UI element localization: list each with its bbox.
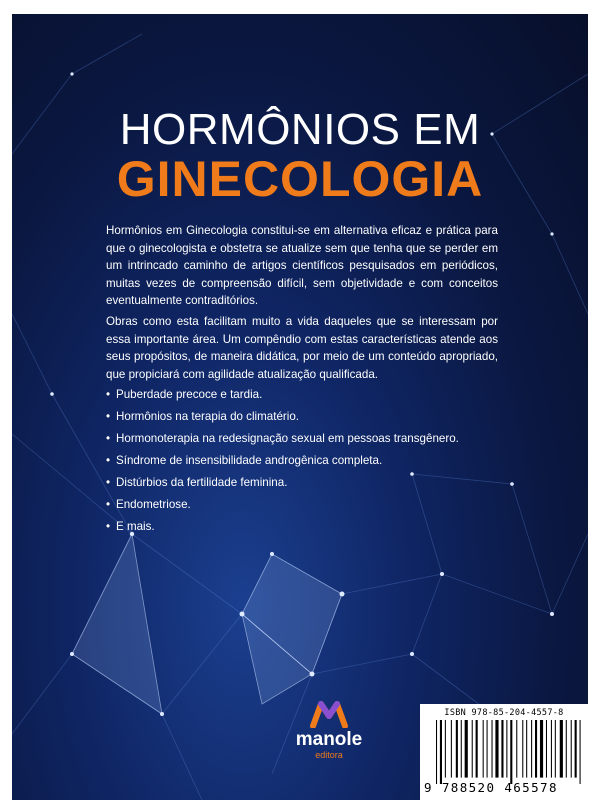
isbn-barcode	[420, 704, 588, 800]
barcode-bar	[476, 720, 478, 778]
list-item-text: E mais.	[116, 520, 155, 534]
bullet-icon: •	[106, 410, 111, 424]
barcode-bar	[516, 720, 517, 778]
synopsis	[106, 222, 498, 540]
manole-m-logo-icon	[309, 700, 349, 728]
barcode-bar	[506, 720, 507, 778]
list-item-text: Endometriose.	[116, 498, 191, 512]
list-item	[106, 518, 498, 536]
list-item	[106, 386, 498, 404]
barcode-bar	[451, 720, 452, 778]
barcode-bar	[445, 720, 446, 778]
barcode-bar	[456, 720, 458, 778]
topics-list	[106, 386, 498, 536]
barcode-bar	[540, 720, 543, 778]
publisher-name: manole	[295, 729, 363, 750]
book-back-cover	[12, 14, 588, 800]
bullet-icon: •	[106, 432, 111, 446]
barcode-bar	[575, 720, 577, 778]
barcode-bar	[551, 720, 552, 778]
barcode-bar	[510, 720, 512, 784]
list-item	[106, 452, 498, 470]
bullet-icon: •	[106, 454, 111, 468]
barcode-bar	[546, 720, 547, 778]
barcode-bar	[487, 720, 488, 778]
barcode-bar	[501, 720, 503, 778]
barcode-digits: 9 788520 465578	[424, 780, 558, 795]
list-item-text: Síndrome de insensibilidade androgênica completa.	[116, 454, 383, 468]
bullet-icon: •	[106, 498, 111, 512]
barcode-bar	[461, 720, 462, 778]
synopsis-paragraph-2: Obras como esta facilitam muito a vida daqueles que se interessam por essa importante área. Um compêndio com estas características atende aos seus propósitos, de maneira didática, por meio de um conteúdo apropriado, que propiciará com agilidade atualização qualificada.	[106, 314, 498, 381]
publisher-logo	[284, 700, 374, 760]
publisher-subtitle: editora	[315, 750, 343, 760]
list-item-text: Puberdade precoce e tardia.	[116, 388, 263, 402]
barcode-bar	[535, 720, 537, 778]
barcode-bar	[440, 720, 442, 784]
list-item-text: Hormonoterapia na redesignação sexual em pessoas transgênero.	[116, 432, 459, 446]
bullet-icon: •	[106, 388, 111, 402]
barcode-bar	[472, 720, 473, 778]
list-item	[106, 408, 498, 426]
book-title-line1: HORMÔNIOS EM	[119, 105, 481, 154]
bullet-icon: •	[106, 520, 111, 534]
list-item-text: Hormônios na terapia do climatério.	[116, 410, 300, 424]
list-item-text: Distúrbios da fertilidade feminina.	[116, 476, 288, 490]
barcode-bar	[555, 720, 556, 778]
isbn-label: ISBN 978-85-204-4557-8	[444, 708, 564, 718]
barcode-bar	[580, 720, 581, 784]
barcode-bar	[522, 720, 523, 778]
barcode-bar	[492, 720, 493, 778]
barcode-bar	[531, 720, 532, 778]
bullet-icon: •	[106, 476, 111, 490]
list-item	[106, 474, 498, 492]
barcode-bar	[566, 720, 567, 778]
barcode-bar	[526, 720, 527, 778]
barcode-bars	[436, 720, 584, 784]
synopsis-paragraph-1: Hormônios em Ginecologia constitui-se em alternativa eficaz e prática para que o ginecologista e obstetra se atualize sem que tenha que se perder em um intrincado caminho de artigos científicos pesquisados em periódicos, muitas vezes de compreensão difícil, sem objetividade e com conceitos eventualmente contraditórios.	[106, 224, 498, 308]
list-item	[106, 496, 498, 514]
barcode-bar	[571, 720, 572, 778]
barcode-bar	[436, 720, 437, 784]
book-title-line2: GINECOLOGIA	[116, 151, 484, 207]
barcode-bar	[465, 720, 468, 778]
barcode-bar	[483, 720, 484, 778]
list-item	[106, 430, 498, 448]
barcode-bar	[560, 720, 563, 778]
barcode-bar	[495, 720, 498, 778]
